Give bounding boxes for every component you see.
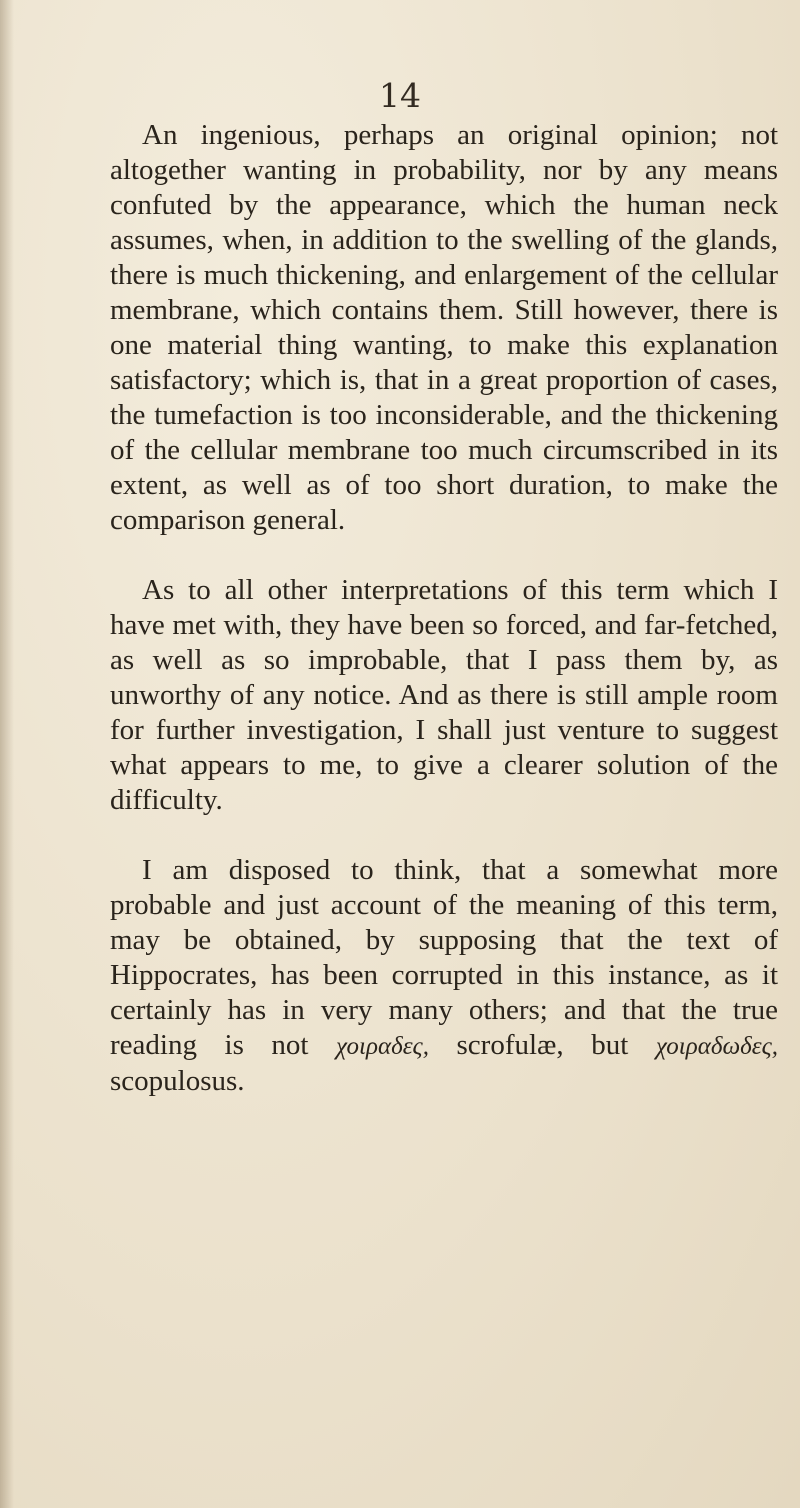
paragraph-1: An ingenious, perhaps an original opinion; not altogether wanting in probability, nor by any means confuted by the appearance, which the human neck assumes, when, in addition to the swelling of the glands, there is much thickening, and enlargement of the cellular membrane, which contains them. Still however, there is one material thing wanting, to make this explanation satisfactory; which is, that in a great proportion of cases, the tumefaction is too inconsiderable, and the thickening of the cellular membrane too much circumscribed in its extent, as well as of too short duration, to make the comparison general. xyxy=(110,119,778,536)
greek-word-choirades: χοιραδες, xyxy=(336,1033,429,1060)
paragraph-3-text-before: I am disposed to think, that a somewhat more probable and just account of the meaning of this term, may be obtained, by supposing that the text of Hippocrates, has been corrupted in this instance, as it certainly has in very many others; and that the true reading is not xyxy=(110,854,778,1061)
paragraph-2: As to all other interpretations of this term which I have met with, they have been so forced, and far-fetched, as well as so improbable, that I pass them by, as unworthy of any notice. And as there is still ample room for further investigation, I shall just venture to suggest what appears to me, to give a clearer solution of the difficulty. xyxy=(110,574,778,816)
paragraph-3-text-middle: scrofulæ, but xyxy=(428,1029,656,1061)
paragraph-3 xyxy=(110,853,778,1099)
paragraph-3-text-after: scopulosus. xyxy=(110,1065,245,1097)
page-edge-shadow xyxy=(0,0,14,1508)
greek-word-choiradodes: χοιραδωδες, xyxy=(655,1033,778,1060)
page-number: 14 xyxy=(379,76,421,115)
body-text xyxy=(110,118,778,1099)
